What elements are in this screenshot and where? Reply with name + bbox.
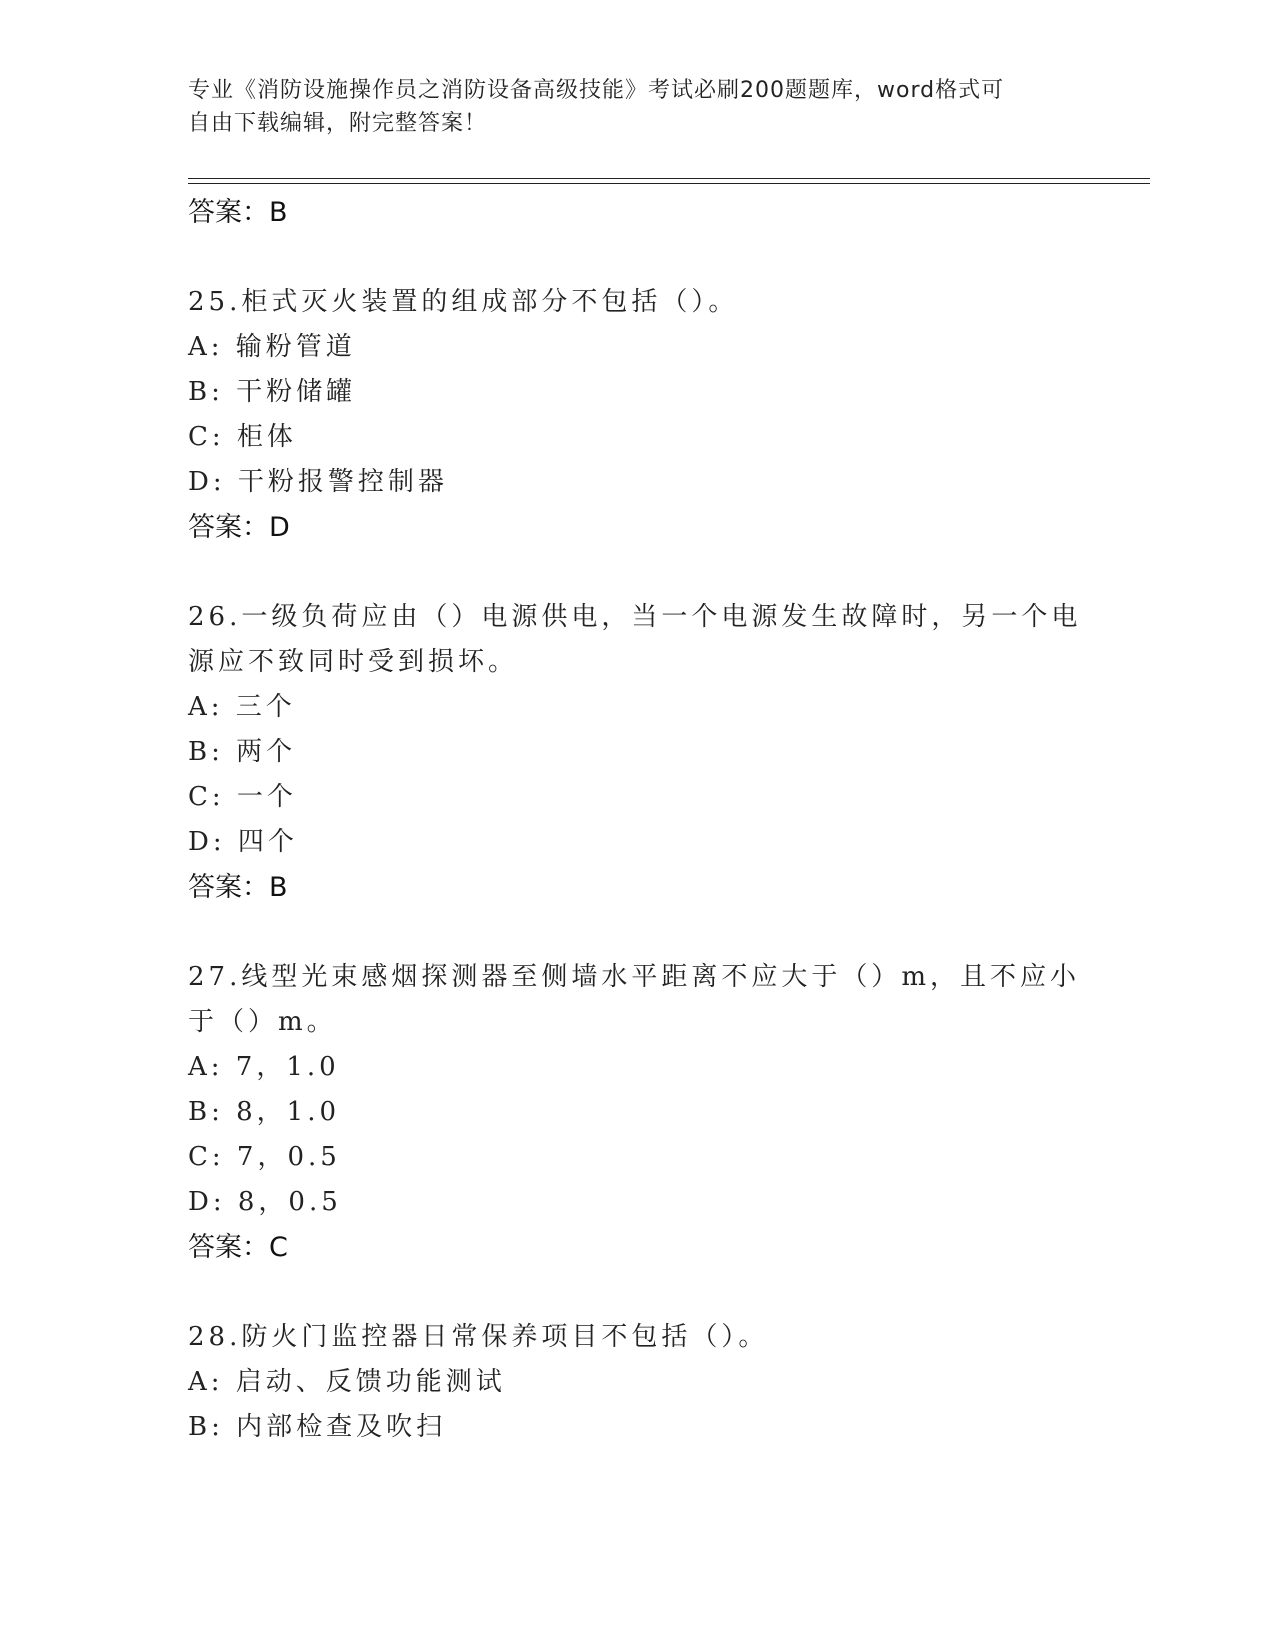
spacer xyxy=(188,550,1088,595)
option-b: B: 内部检查及吹扫 xyxy=(188,1412,447,1442)
document-header xyxy=(188,74,1078,140)
header-divider-top xyxy=(188,178,1150,179)
spacer xyxy=(188,910,1088,955)
previous-answer: 答案：B xyxy=(188,197,288,228)
option-a: A: 输粉管道 xyxy=(188,332,356,362)
question-25 xyxy=(188,280,1088,550)
question-text: 28.防火门监控器日常保养项目不包括（）。 xyxy=(188,1322,769,1352)
document-body xyxy=(188,190,1088,1450)
option-a: A: 启动、反馈功能测试 xyxy=(188,1367,506,1397)
option-d: D: 四个 xyxy=(188,827,298,857)
question-text: 27.线型光束感烟探测器至侧墙水平距离不应大于（）m，且不应小于（）m。 xyxy=(188,962,1081,1037)
option-c: C: 柜体 xyxy=(188,422,297,452)
answer: 答案：B xyxy=(188,872,288,903)
spacer xyxy=(188,235,1088,280)
spacer xyxy=(188,1270,1088,1315)
question-27 xyxy=(188,955,1088,1270)
option-b: B: 8，1.0 xyxy=(188,1097,341,1127)
option-c: C: 7，0.5 xyxy=(188,1142,341,1172)
question-28 xyxy=(188,1315,1088,1450)
option-d: D: 8，0.5 xyxy=(188,1187,342,1217)
header-line-2: 自由下载编辑，附完整答案！ xyxy=(188,111,488,136)
option-c: C: 一个 xyxy=(188,782,297,812)
answer: 答案：C xyxy=(188,1232,288,1263)
option-d: D: 干粉报警控制器 xyxy=(188,467,448,497)
option-a: A: 三个 xyxy=(188,692,296,722)
header-divider-bottom xyxy=(188,183,1150,184)
answer: 答案：D xyxy=(188,512,290,543)
option-b: B: 干粉储罐 xyxy=(188,377,357,407)
question-text: 26.一级负荷应由（）电源供电，当一个电源发生故障时，另一个电源应不致同时受到损坏。 xyxy=(188,602,1082,677)
option-a: A: 7，1.0 xyxy=(188,1052,340,1082)
question-26 xyxy=(188,595,1088,910)
header-line-1: 专业《消防设施操作员之消防设备高级技能》考试必刷200题题库，word格式可 xyxy=(188,78,1005,103)
option-b: B: 两个 xyxy=(188,737,297,767)
question-text: 25.柜式灭火装置的组成部分不包括（）。 xyxy=(188,287,739,317)
